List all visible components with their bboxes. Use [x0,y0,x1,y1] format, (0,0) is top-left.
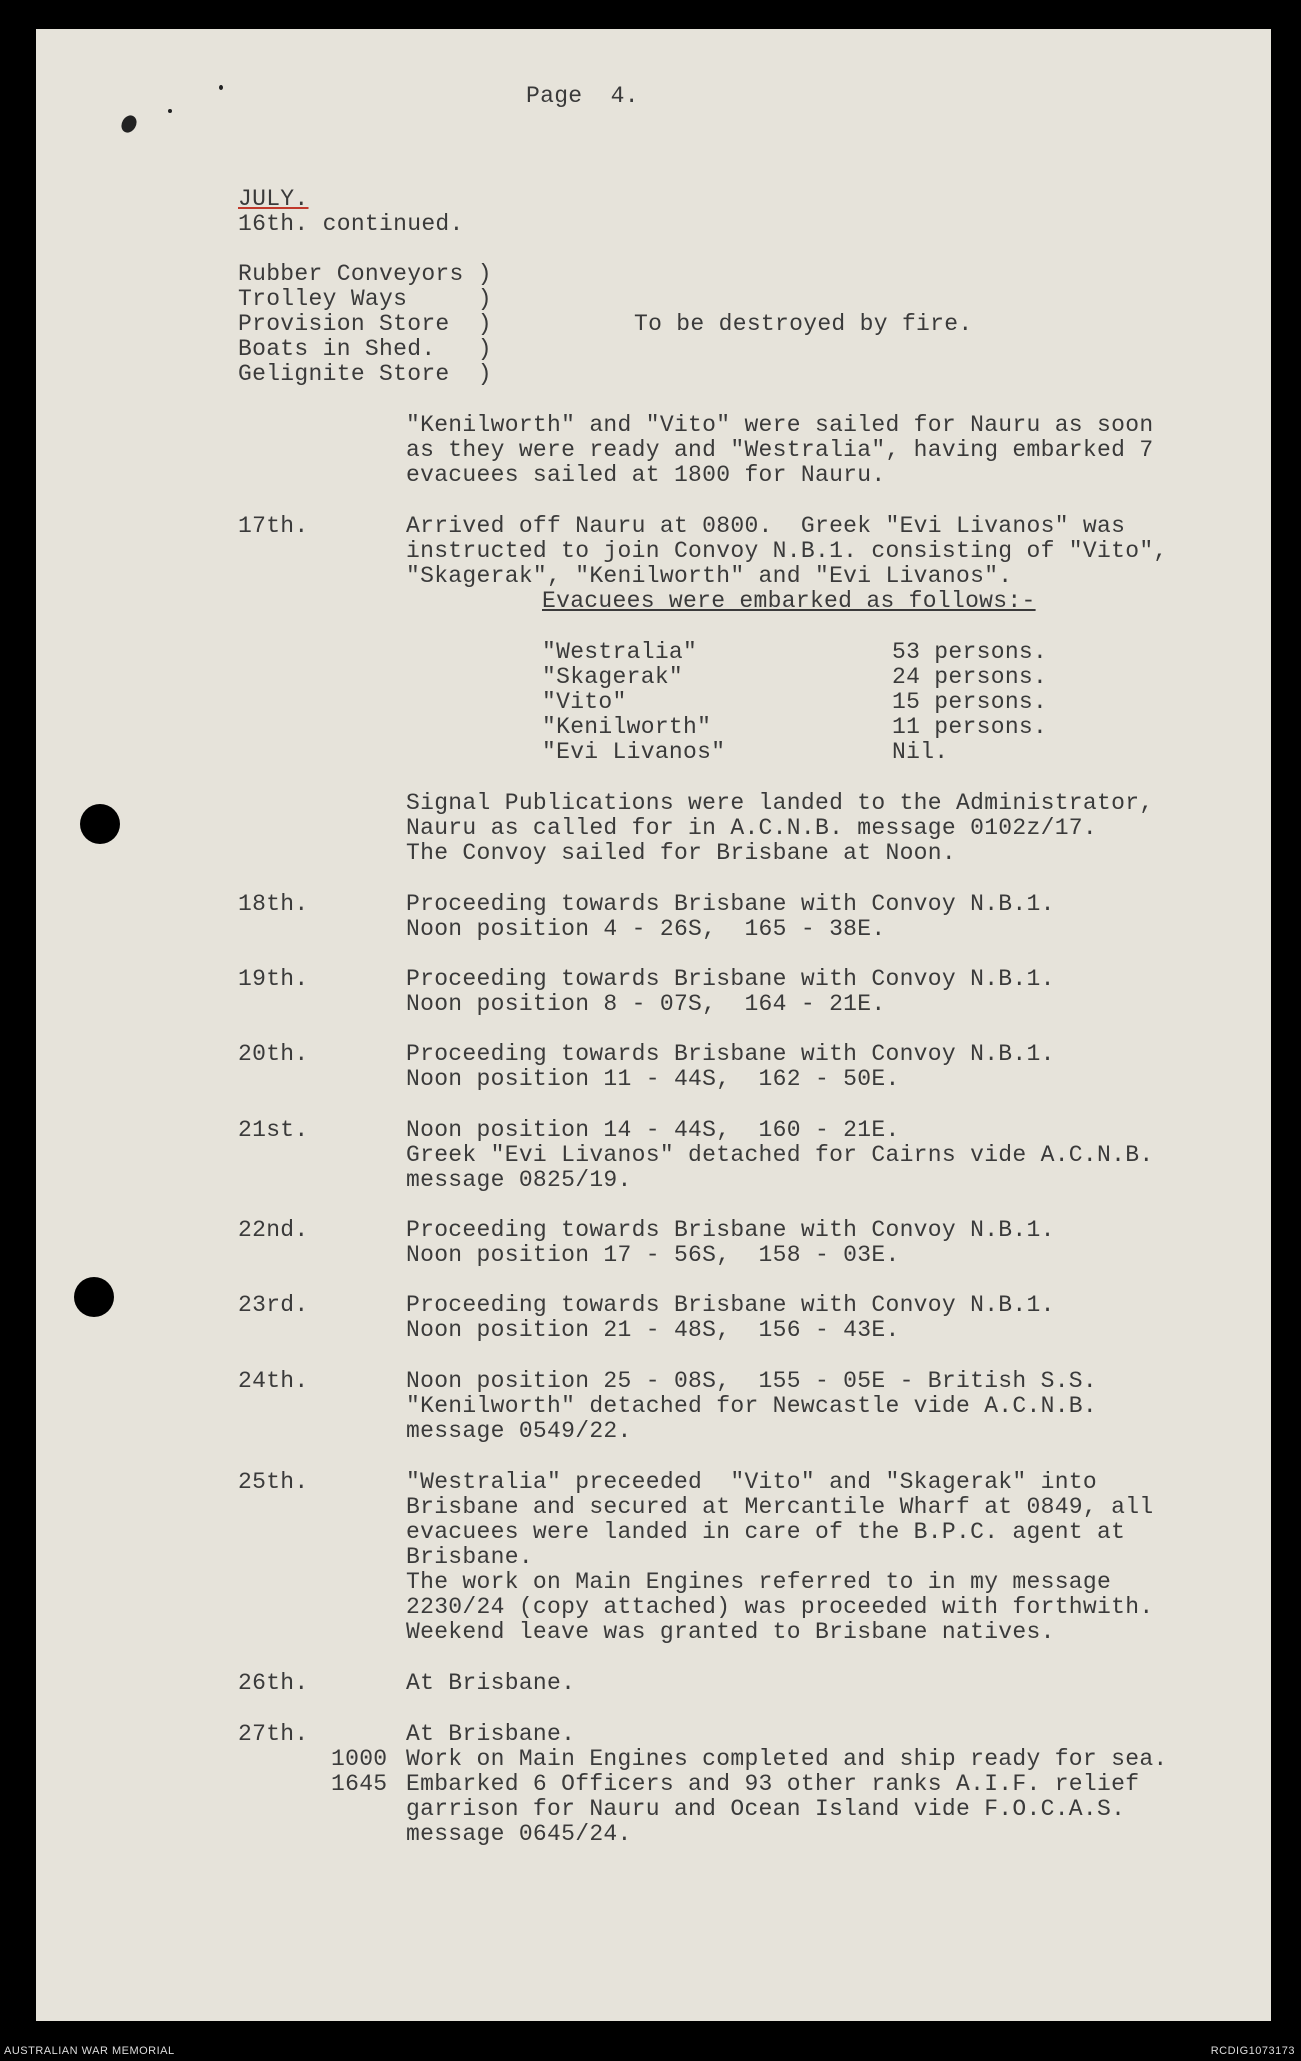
entry-line: "Westralia" preceeded "Vito" and "Skagerak" into [406,1469,1098,1495]
entry-line: Noon position 21 - 48S, 156 - 43E. [406,1317,900,1343]
evacuee-ship: "Vito" [542,689,627,715]
entry-line: Brisbane. [406,1544,533,1570]
evacuee-ship: "Westralia" [542,639,698,665]
continued-note: 16th. continued. [238,211,464,237]
paragraph-line: as they were ready and "Westralia", having embarked 7 [406,437,1154,463]
entry-line: Noon position 11 - 44S, 162 - 50E. [406,1066,900,1092]
list-item: Boats in Shed. ) [238,336,492,362]
entry-date: 27th. [238,1721,309,1747]
entry-date: 24th. [238,1368,309,1394]
list-item: Rubber Conveyors ) [238,261,492,287]
list-note: To be destroyed by fire. [634,311,973,337]
entry-line: Weekend leave was granted to Brisbane natives. [406,1619,1055,1645]
paragraph-line: Signal Publications were landed to the Administrator, [406,790,1154,816]
list-item: Trolley Ways ) [238,286,492,312]
entry-line: At Brisbane. [406,1721,576,1747]
entry-line: Proceeding towards Brisbane with Convoy N.B.1. [406,1292,1055,1318]
entry-time: 1645 [331,1771,388,1797]
entry-line: Brisbane and secured at Mercantile Wharf at 0849, all [406,1494,1154,1520]
evacuee-count: 24 persons. [892,664,1048,690]
entry-line: message 0645/24. [406,1821,632,1847]
paragraph-line: The Convoy sailed for Brisbane at Noon. [406,840,956,866]
paragraph-line: Nauru as called for in A.C.N.B. message 0102z/17. [406,815,1098,841]
entry-line: Proceeding towards Brisbane with Convoy N.B.1. [406,966,1055,992]
paragraph-line: instructed to join Convoy N.B.1. consisting of "Vito", [406,538,1168,564]
entry-line: Embarked 6 Officers and 93 other ranks A.I.F. relief [406,1771,1140,1797]
entry-line: Proceeding towards Brisbane with Convoy N.B.1. [406,1217,1055,1243]
paragraph-line: "Kenilworth" and "Vito" were sailed for Nauru as soon [406,412,1154,438]
entry-date: 18th. [238,891,309,917]
archive-credit: AUSTRALIAN WAR MEMORIAL [4,2045,175,2057]
list-item: Provision Store ) [238,311,492,337]
entry-date: 22nd. [238,1217,309,1243]
evacuee-ship: "Evi Livanos" [542,739,726,765]
entry-date: 20th. [238,1041,309,1067]
entry-line: Noon position 14 - 44S, 160 - 21E. [406,1117,900,1143]
entry-line: 2230/24 (copy attached) was proceeded with forthwith. [406,1594,1154,1620]
entry-date: 23rd. [238,1292,309,1318]
entry-line: garrison for Nauru and Ocean Island vide F.O.C.A.S. [406,1796,1126,1822]
entry-line: Noon position 8 - 07S, 164 - 21E. [406,991,886,1017]
evacuee-count: 53 persons. [892,639,1048,665]
entry-time: 1000 [331,1746,388,1772]
entry-line: Work on Main Engines completed and ship ready for sea. [406,1746,1168,1772]
entry-line: message 0549/22. [406,1418,632,1444]
entry-date: 25th. [238,1469,309,1495]
entry-line: "Kenilworth" detached for Newcastle vide A.C.N.B. [406,1393,1098,1419]
entry-date: 17th. [238,513,309,539]
punch-hole [80,804,120,844]
punch-hole [74,1277,114,1317]
evacuees-heading: Evacuees were embarked as follows:- [542,588,1036,614]
evacuee-count: 15 persons. [892,689,1048,715]
evacuee-ship: "Kenilworth" [542,714,712,740]
page-number: Page 4. [526,83,639,109]
entry-date: 26th. [238,1670,309,1696]
entry-line: Noon position 25 - 08S, 155 - 05E - British S.S. [406,1368,1098,1394]
entry-line: Proceeding towards Brisbane with Convoy N.B.1. [406,1041,1055,1067]
entry-line: The work on Main Engines referred to in my message [406,1569,1112,1595]
entry-line: At Brisbane. [406,1670,576,1696]
entry-date: 19th. [238,966,309,992]
archive-id: RCDIG1073173 [1210,2045,1295,2057]
evacuee-ship: "Skagerak" [542,664,684,690]
paragraph-line: evacuees sailed at 1800 for Nauru. [406,462,886,488]
evacuee-count: Nil. [892,739,949,765]
evacuee-count: 11 persons. [892,714,1048,740]
entry-line: Noon position 17 - 56S, 158 - 03E. [406,1242,900,1268]
entry-line: Noon position 4 - 26S, 165 - 38E. [406,916,886,942]
ink-speck [118,113,139,136]
entry-line: Greek "Evi Livanos" detached for Cairns vide A.C.N.B. [406,1142,1154,1168]
month-heading: JULY. [238,186,309,212]
entry-line: Proceeding towards Brisbane with Convoy N.B.1. [406,891,1055,917]
list-item: Gelignite Store ) [238,361,492,387]
ink-speck [219,85,223,90]
ink-speck [168,109,172,113]
entry-line: evacuees were landed in care of the B.P.C. agent at [406,1519,1126,1545]
paragraph-line: Arrived off Nauru at 0800. Greek "Evi Livanos" was [406,513,1126,539]
entry-line: message 0825/19. [406,1167,632,1193]
document-page [36,29,1271,2021]
paragraph-line: "Skagerak", "Kenilworth" and "Evi Livanos". [406,563,1013,589]
entry-date: 21st. [238,1117,309,1143]
